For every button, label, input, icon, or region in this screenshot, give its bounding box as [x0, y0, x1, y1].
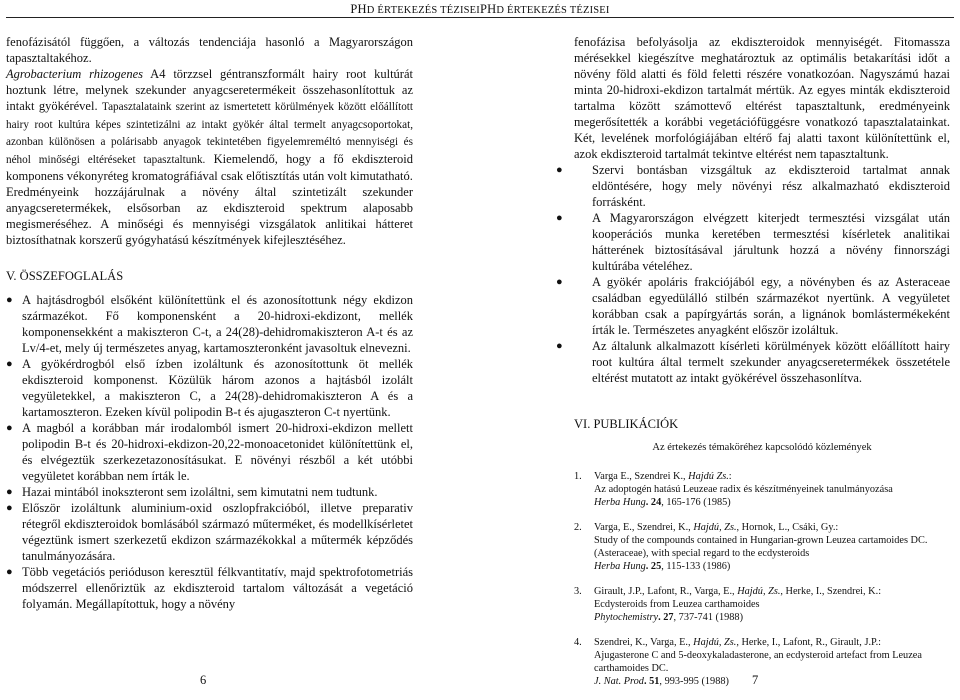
list-item: ● Hazai mintából inokszteront sem izoláltni, sem kimutatni nem tudtunk. — [6, 485, 378, 499]
left-page — [0, 0, 480, 687]
list-item: ● A gyökér apoláris frakciójából egy, a növényben és az Asteraceae családban egyedülálló stilbén származékot nyertünk. A vegyületet korábban csak a papírgyártás során, a lignánok bomlástermékeként írták le. Természetes anyagként először izoláltuk. — [556, 275, 950, 337]
page-number: 7 — [752, 673, 759, 687]
right-page — [480, 0, 960, 687]
bullet-icon: ● — [6, 358, 13, 370]
bullet-icon: ● — [6, 486, 13, 498]
bullet-icon: ● — [6, 566, 13, 578]
page-number: 6 — [200, 673, 207, 687]
results-paragraph: Eredményeink hozzájárulnak a növény által szintetizált szekunder anyagcseretermékek, elsősorban az ekdiszteroid spektrum alaposabb megismeréséhez. A minőségi és mennyiségi vizsgálatok anlitikai hátteret biztosíthatnak korszerű gyógyhatású készítmények kifejlesztéséhez. — [6, 185, 413, 247]
reference-item: 1. Varga E., Szendrei K., Hajdú Zs.: Az adoptogén hatású Leuzeae radix és készítményeinek tanulmányozása Herba Hung. 24, 165-176 (1985) — [574, 471, 893, 508]
list-item: ● A Magyarországon elvégzett kiterjedt termesztési vizsgálat után kooperációs munka keretében termesztési kísérletek analitikai hátterének biztosításával járultunk hozzá a növény finnországi kultúrába vételéhez. — [556, 211, 950, 273]
list-item: ● Több vegetációs perióduson keresztül félkvantitatív, majd spektrofotometriás módszerrel ellenőriztük az ekdiszteroid tartalom változását a vegetáció folyamán. Megállapítottuk, hogy a növény — [6, 565, 413, 611]
running-header: PHD ÉRTEKEZÉS TÉZISEI — [350, 2, 480, 16]
reference-list — [574, 470, 950, 688]
intro-paragraph: fenofázisától függően, a változás tendenciája hasonló a Magyarországon tapasztaltakéhoz. — [6, 35, 413, 65]
header-rule — [480, 17, 954, 18]
bullet-icon: ● — [6, 294, 13, 306]
section-title: V. ÖSSZEFOGLALÁS — [6, 269, 124, 283]
list-item: ● Az általunk alkalmazott kísérleti körülmények között előállított hairy root kultúra által termelt szekunder anyagcseretermékek összetétele eltérést mutatott az intakt gyökérével összehasonlítva. — [556, 339, 950, 385]
summary-list-continued — [556, 162, 950, 386]
reference-item: 3. Girault, J.P., Lafont, R., Varga, E., Hajdú, Zs., Herke, I., Szendrei, K.: Ecdysteroids from Leuzea carthamoides Phytochemistry. 27, 737-741 (1988) — [574, 586, 882, 623]
running-header: PHD ÉRTEKEZÉS TÉZISEI — [480, 2, 610, 16]
right-body — [556, 34, 950, 700]
reference-item: 4. Szendrei, K., Varga, E., Hajdú, Zs., Herke, I., Lafont, R., Girault, J.P.: Ajugasterone C and 5-deoxykaladasterone, an ecdysteroid artefact from Leuzea carthamoides DC. J. Nat. Prod. 51, 993-995 (1988) — [574, 637, 922, 687]
list-item: ● A gyökérdrogból első ízben izoláltunk és azonosítottunk öt mellék ekdiszteroid komponenst. Közülük három azonos a hajtásból izolált vegyületekkel, a makiszteron C, a 24(28)-dehidromakiszteron A és a kartamoszteron. Ezeken kívül polipodin B-t és ajugaszteron C-t nyertünk. — [6, 357, 413, 419]
bullet-icon: ● — [6, 422, 13, 434]
list-item: ● Először izoláltunk aluminium-oxid oszlopfrakcióból, illetve preparativ rétegről ekdiszteroidok bomlásából származó műterméket, és modellkísérletet végeztünk ismert szerkezetű ekdizon származékokkal a műtermék képződés tanulmányozására. — [6, 501, 413, 563]
reference-item: 2. Varga, E., Szendrei, K., Hajdú, Zs., Hornok, L., Csáki, Gy.: Study of the compounds contained in Hungarian-grown Leuzea cartamoides DC. (Asteraceae), with special regard to the ecdysteroids Herba Hung. 25, 115-133 (1986) — [574, 522, 928, 572]
left-body — [6, 34, 413, 612]
agrobacterium-paragraph: Agrobacterium rhizogenes A4 törzzsel géntranszformált hairy root kultúrát hoztunk létre, melynek szekunder anyagcseretermékeit összehasonlítottuk az intakt gyökérével. Tapasztalataink szerint az ismertetett körülmények között előállított hairy root kultúra képes szintetizálni az intakt gyökér által termelt anyagcsoportokat, azonban különösen a polárisabb anyagok tekintetében figyelemreméltó mennyiségi és néhol minőségi eltéréseket tapasztaltunk. Kiemelendő, hogy a fő ekdiszteroid komponens vékonyréteg kromatográfiával csak előtisztítás után volt kimutatható. — [6, 67, 413, 183]
bullet-icon: ● — [556, 276, 563, 288]
bullet-icon: ● — [556, 164, 563, 176]
publications-title: VI. PUBLIKÁCIÓK — [574, 417, 679, 431]
bullet-icon: ● — [556, 340, 563, 352]
continuation-paragraph: fenofázisa befolyásolja az ekdiszteroidok mennyiségét. Fitomassza mérésekkel kiegészítve meghatároztuk az optimális betakarítási időt a növény föld alatti és föld feletti részére vonatkozóan. Nagyszámú hazai minta 20-hidroxi-ekdizon tartalmát mértük. Az egyes minták ekdiszteroid tartalma között számottevő eltérést tapasztaltunk, eredményeink megerősítették a korábbi vegetációfüggésre vonatkozó tapasztalatainkat. Két, levelének morfológiájában eltérő faj alatti taxont különítettünk el, azok ekdiszteroid tartalmát tekintve eltérést nem tapasztaltunk. — [574, 35, 950, 161]
bullet-icon: ● — [6, 502, 13, 514]
publications-subtitle: Az értekezés témaköréhez kapcsolódó közlemények — [652, 442, 872, 453]
bullet-icon: ● — [556, 212, 563, 224]
summary-list — [6, 292, 413, 612]
list-item: ● A magból a korábban már irodalomból ismert 20-hidroxi-ekdizon mellett polipodin B-t és 20-hidroxi-ekdizon-20,22-monoacetonidet különítettünk el, és elvégeztük szerkezetazonosításukat. E növényi részből a két utóbbi vegyületet korábban nem írták le. — [6, 421, 413, 483]
list-item: ● Szervi bontásban vizsgáltuk az ekdiszteroid tartalmat annak eldöntésére, hogy mely növényi rész alkalmazható ekdiszteroid forrásként. — [556, 163, 950, 209]
list-item: ● A hajtásdrogból elsőként különítettünk el és azonosítottunk négy ekdizon származékot. Fő komponensként a 20-hidroxi-ekdizont, mellék komponensekként a makiszteron C-t, a 24(28)-dehidromakiszteron A-t és az Lv/4-et, mely új természetes anyag, kartamoszteronként javasoltuk elnevezni. — [6, 293, 413, 355]
header-rule — [6, 17, 480, 18]
